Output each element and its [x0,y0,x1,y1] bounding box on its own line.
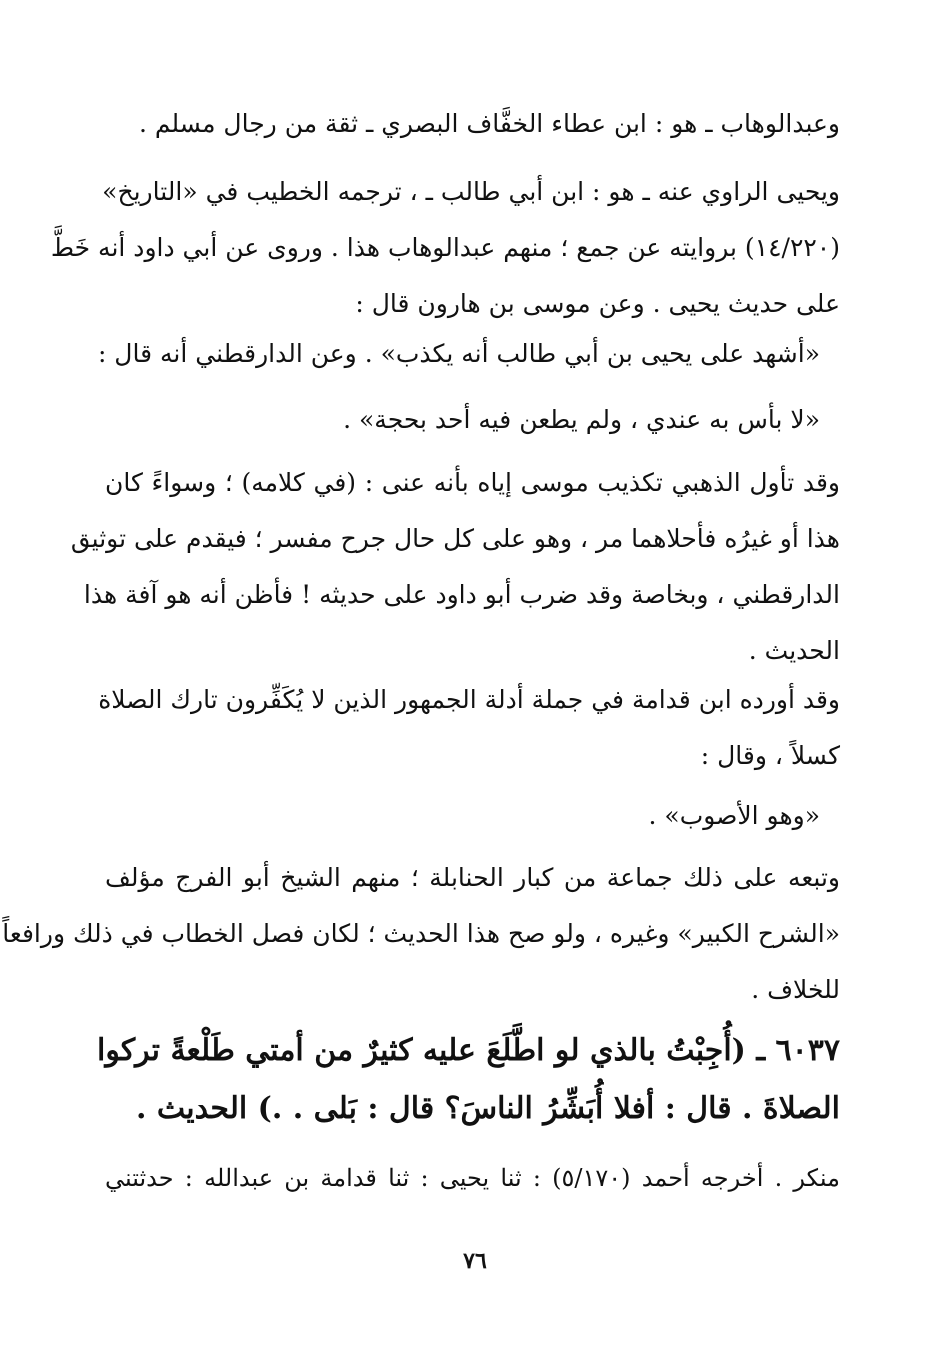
quote-musa-bin-harun [97,326,820,382]
text-line: وتبعه على ذلك جماعة من كبار الحنابلة ؛ منهم الشيخ أبو الفرج مؤلف [105,863,840,892]
text-line: ويحيى الراوي عنه ـ هو : ابن أبي طالب ـ ، ترجمه الخطيب في «التاريخ» [102,177,840,206]
text-line: «أشهد على يحيى بن أبي طالب أنه يكذب» . وعن الدارقطني أنه قال : [97,339,820,368]
hadith-6037-heading [97,1022,840,1138]
text-line: الصلاةَ . قال : أفلا أُبَشِّرُ الناسَ؟ قال : بَلى . .) الحديث . [135,1091,840,1126]
paragraph-dhahabi-interpretation [70,455,840,679]
text-line: هذا أو غيرُه فأحلاهما مر ، وهو على كل حال جرح مفسر ؛ فيقدم على توثيق [70,524,840,553]
text-line: «الشرح الكبير» وغيره ، ولو صح هذا الحديث ؛ لكان فصل الخطاب في ذلك ورافعاً [2,919,840,948]
text-line: منكر . أخرجه أحمد (٥/١٧٠) : ثنا يحيى : ثنا قدامة بن عبدالله : حدثتني [105,1164,840,1192]
text-line: الدارقطني ، وبخاصة وقد ضرب أبو داود على حديثه ! فأظن أنه هو آفة هذا [83,580,840,609]
page-number: ٧٦ [463,1248,487,1274]
paragraph-narrator-yahya [50,164,840,332]
text-line: «وهو الأصوب» . [648,801,820,830]
text-line: (١٤/٢٢٠) بروايته عن جمع ؛ منهم عبدالوهاب هذا . وروى عن أبي داود أنه خَطَّ [50,233,840,262]
paragraph-munkar-takhrij [105,1150,840,1206]
text-line: الحديث . [748,636,840,665]
text-line: على حديث يحيى . وعن موسى بن هارون قال : [355,289,840,318]
paragraph-ibn-qudamah [98,672,840,784]
quote-daraqutni [105,392,820,448]
paragraph-hanabila [2,850,840,1018]
text-line: للخلاف . [751,975,840,1004]
quote-wahuwa-al-aswab [105,788,820,844]
text-line: «لا بأس به عندي ، ولم يطعن فيه أحد بحجة» . [343,405,820,434]
paragraph-narrator-abdulwahhab [105,96,840,152]
text-line: وقد تأول الذهبي تكذيب موسى إياه بأنه عنى : (في كلامه) ؛ وسواءً كان [105,468,840,497]
text-line: وعبدالوهاب ـ هو : ابن عطاء الخفَّاف البصري ـ ثقة من رجال مسلم . [138,109,840,138]
text-line: كسلاً ، وقال : [700,741,840,770]
text-line: ٦٠٣٧ ـ (أُجِبْتُ بالذي لو اطَّلَعَ عليه كثيرٌ من أمتي طَلْعةً تركوا [97,1033,840,1068]
text-line: وقد أورده ابن قدامة في جملة أدلة الجمهور الذين لا يُكَفِّرون تارك الصلاة [98,685,840,714]
